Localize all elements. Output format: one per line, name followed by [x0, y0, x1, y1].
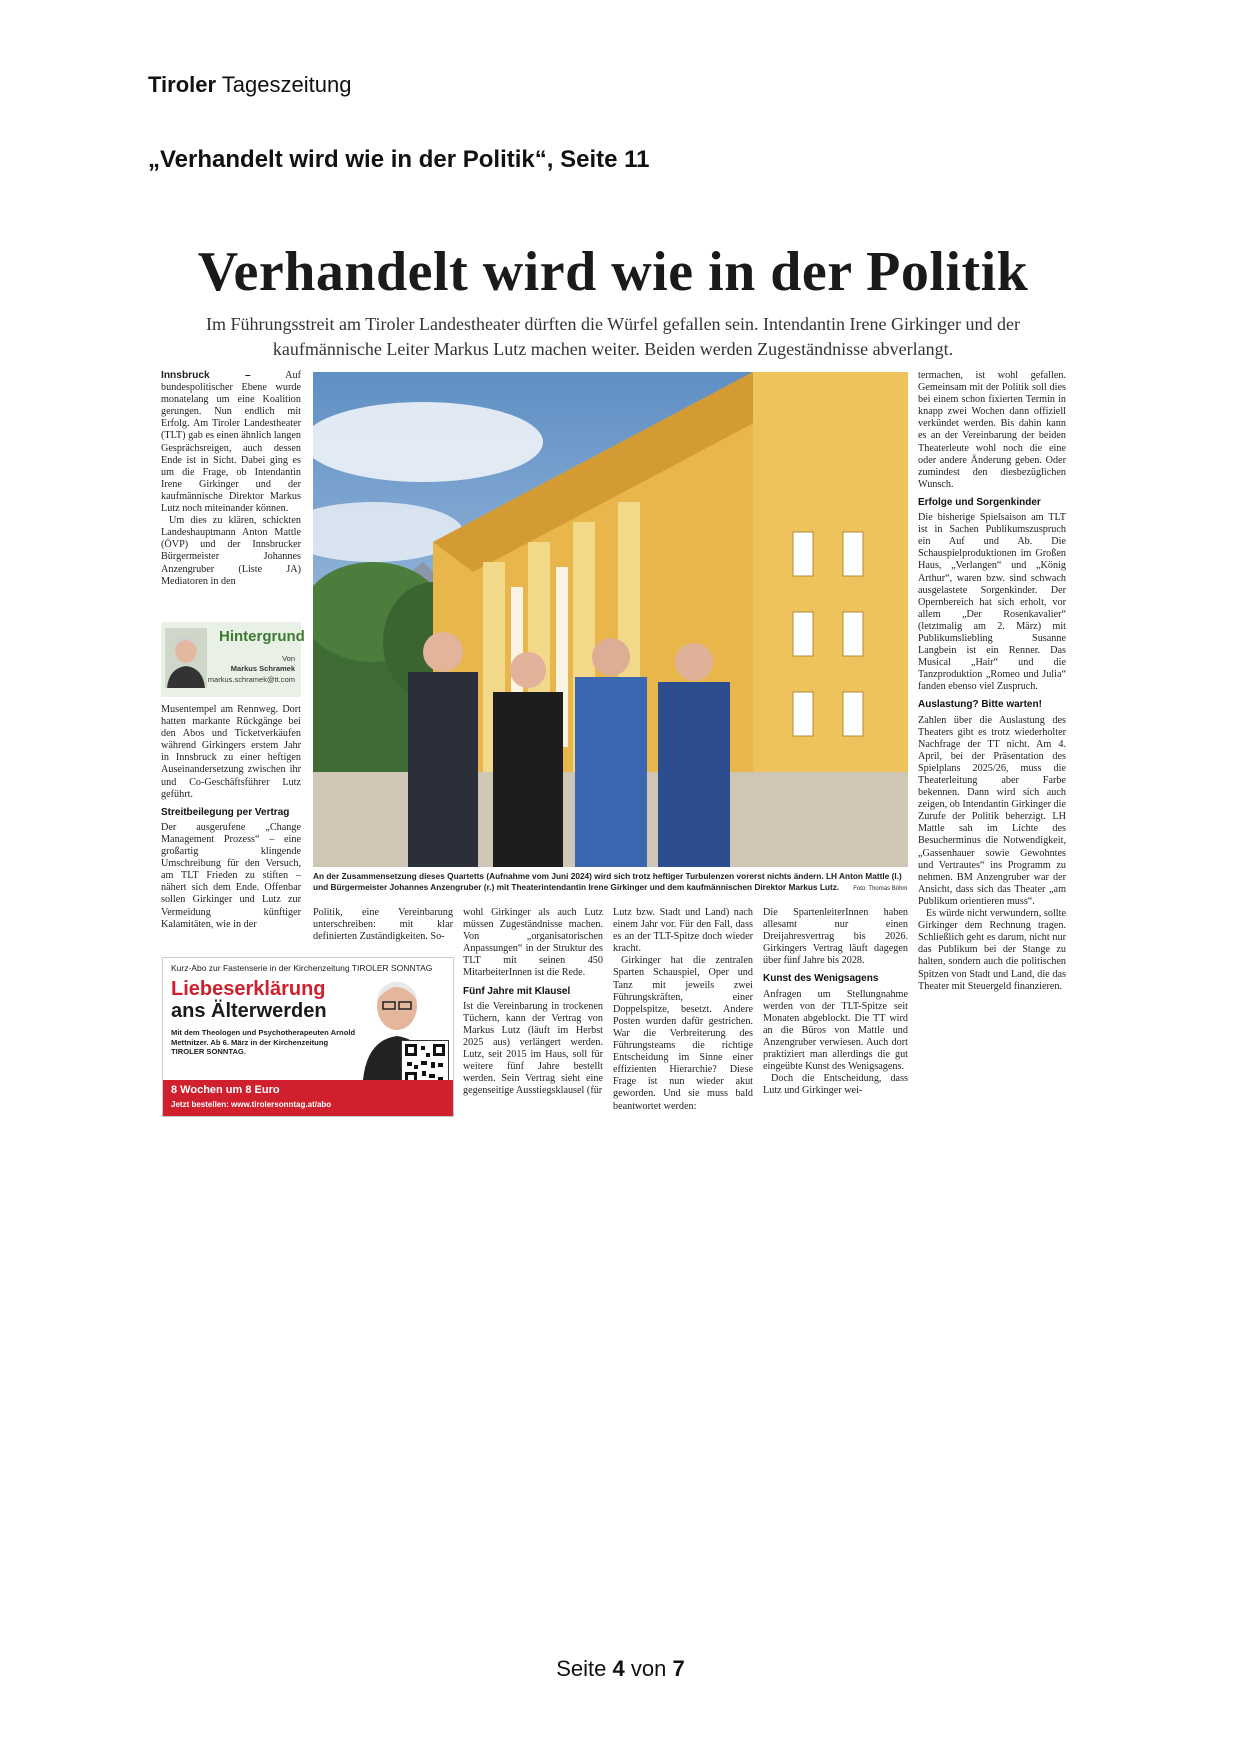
article-lead: Im Führungsstreit am Tiroler Landestheater dürften die Würfel gefallen sein. Intendantin Irene Girkinger und der kaufmännische Leiter Markus Lutz machen weiter. Beiden werden Zugeständnisse abverlangt.: [206, 314, 1020, 359]
ad-order-band[interactable]: [163, 1080, 453, 1116]
ad-headline-2: ans Älterwerden: [171, 1000, 327, 1022]
publication-name: Tiroler Tageszeitung: [148, 72, 352, 97]
subscription-ad[interactable]: [162, 957, 454, 1117]
ad-headline-1: Liebeserklärung: [171, 978, 326, 1000]
article-column-4: Lutz bzw. Stadt und Land) nach einem Jahr vor. Für den Fall, dass es an der TLT-Spitze doch wieder kracht. Girkinger hat die zentralen Sparten Schauspiel, Oper und Tanz mit jeweils zwei Führungskräften, einer Doppelspitze, besetzt. Andere Posten wurden dafür gestrichen. War die Verbreiterung des Führungsteams die richtige Entscheidung im Sinne einer effizienten Hierarchie? Diese Frage ist nun wieder akut geworden. Und sie muss bald beantwortet werden:: [613, 907, 753, 1112]
background-email: markus.schramek@tt.com: [207, 675, 295, 684]
background-author: Markus Schramek: [230, 664, 295, 673]
subheading-erfolge: Erfolge und Sorgenkinder: [918, 496, 1041, 508]
article-column-1: Innsbruck – Auf bundespolitischer Ebene wurde monatelang um eine Koalition gerungen. Nun endlich mit Erfolg. Am Tiroler Landestheater (TLT) gab es einen ähnlich langen Gesprächsreigen, auch dessen Ende ist in Sicht. Dabei ging es um die Frage, ob Intendantin Irene Girkinger und der kaufmännische Direktor Markus Lutz noch miteinander können. Um dies zu klären, schickten Landeshauptmann Anton Mattle (ÖVP) und der Innsbrucker Bürgermeister Johannes Anzengruber (Liste JA) Mediatoren in den: [161, 370, 301, 587]
subheading-streitbeilegung: Streitbeilegung per Vertrag: [161, 806, 290, 818]
author-portrait: [165, 628, 207, 688]
background-title: Hintergrund: [219, 628, 305, 645]
article-photo: [313, 372, 908, 867]
theater-photo-illustration: [313, 372, 908, 867]
article-column-1b: Musentempel am Rennweg. Dort hatten markante Rückgänge bei den Abos und Ticketverkäufen während Girkingers erstem Jahr in Innsbruck zu einer heftigen Auseinandersetzung zwischen ihr und Co-Geschäftsführer Lutz geführt. Streitbeilegung per Vertrag Der ausgerufene „Change Management Prozess“ – eine großartig klingende Umschreibung für den Versuch, am TLT Frieden zu stiften – nähert sich dem Ende. Offenbar sollen Girkinger und Lutz zur Vermeidung künftiger Kalamitäten, wie in der: [161, 704, 301, 930]
page-footer: Seite 4 von 7: [556, 1656, 685, 1681]
article-headline: Verhandelt wird wie in der Politik: [197, 241, 1029, 303]
ad-top-line: Kurz-Abo zur Fastenserie in der Kirchenzeitung TIROLER SONNTAG: [171, 963, 433, 973]
photo-credit: Foto: Thomas Böhm: [853, 886, 908, 892]
subheading-auslastung: Auslastung? Bitte warten!: [918, 699, 1042, 711]
subheading-fuenf-jahre: Fünf Jahre mit Klausel: [463, 985, 571, 997]
article-column-5: Die SpartenleiterInnen haben allesamt nur einen Dreijahresvertrag bis 2026. Girkingers Vertrag läuft dagegen über fünf Jahre bis 2028. Kunst des Wenigsagens Anfragen um Stellungnahme werden von der TLT-Spitze seit Monaten abgeblockt. Die TT wird an die Büros von Mattle und Anzengruber verwiesen. Auch dort praktiziert man allerdings die gut eingeübte Kunst des Wenigsagens. Doch die Entscheidung, dass Lutz und Girkinger wei-: [763, 907, 908, 1097]
photo-caption: An der Zusammensetzung dieses Quartetts (Aufnahme vom Juni 2024) wird sich trotz heftiger Turbulenzen vorerst nichts ändern. LH Anton Mattle (l.) und Bürgermeister Johannes Anzengruber (r.) mit Theaterintendantin Irene Girkinger und dem kaufmännischen Direktor Markus Lutz. Foto: Thomas Böhm: [313, 871, 908, 892]
background-by: Von: [282, 654, 295, 663]
subheading-wenigsagen: Kunst des Wenigsagens: [763, 973, 879, 985]
ad-price: 8 Wochen um 8 Euro: [171, 1084, 280, 1096]
ad-order-link[interactable]: Jetzt bestellen: www.tirolersonntag.at/abo: [171, 1100, 332, 1109]
article-column-2: Politik, eine Vereinbarung unterschreiben: mit klar definierten Zuständigkeiten. So-: [313, 907, 453, 943]
article-reference-title: „Verhandelt wird wie in der Politik“, Seite 11: [148, 146, 650, 173]
background-author-box: [161, 622, 305, 697]
article-column-3: wohl Girkinger als auch Lutz müssen Zugeständnisse machen. Von „organisatorischen Anpassungen“ in der Struktur des TLT mit seinen 450 MitarbeiterInnen ist die Rede. Fünf Jahre mit Klausel Ist die Vereinbarung in trockenen Tüchern, kann der Vertrag von Markus Lutz (läuft im Herbst 2025 aus) verlängert werden. Lutz, seit 2015 im Haus, soll für weitere fünf Jahre bestellt werden. Sein Vertrag sieht eine gegenseitige Ausstiegsklausel (für: [463, 907, 603, 1097]
ad-text: Mit dem Theologen und Psychotherapeuten Arnold Mettnitzer. Ab 6. März in der Kirchenzeitung TIROLER SONNTAG.: [171, 1028, 356, 1056]
article-column-6: termachen, ist wohl gefallen. Gemeinsam mit der Politik soll dies bei einem schon fixierten Termin in knapp zwei Wochen dann offiziell verkündet werden. Bis dahin kann es an der Vereinbarung der beiden Theaterleute wohl noch die eine oder andere Änderung geben. Oder zumindest den diesbezüglichen Wunsch. Erfolge und Sorgenkinder Die bisherige Spielsaison am TLT ist in Sachen Publikumszuspruch ein Auf und Ab. Die Schauspielproduktionen im Großen Haus, „Verlangen“ und „König Arthur“, waren bzw. sind schwach ausgelastete Sorgenkinder. Der Opernbereich hat sich erholt, vor allem „Der Rosenkavalier“ (letztmalig am 2. März) mit Publikumsliebling Susanne Langbein ist ein Renner. Das Musical „Hair“ und die Tanzproduktion „Romeo und Julia“ fanden ebenso viel Zuspruch. Auslastung? Bitte warten! Zahlen über die Auslastung des Theaters gibt es trotz wiederholter Nachfrage der TT nicht. Am 4. April, bei der Präsentation des Spielplans 2025/26, muss die Theaterleitung aber Farbe bekennen. Dann wird sich auch zeigen, ob Intendantin Girkinger die Zurufe der Politik beherzigt. LH Mattle sah im Lichte des Besucherminus die Notwendigkeit, „Gassenhauer sowie Gewohntes und Vertrautes“ ins Programm zu nehmen. BM Anzengruber war der Ansicht, dass sich das Theater „am Publikum orientieren muss“. Es würde nicht verwundern, sollte Girkinger dem Rechnung tragen. Schließlich geht es darum, nicht nur das Publikum bei der Stange zu halten, sondern auch die politischen Spitzen von Stadt und Land, die das Theater mit Steuergeld finanzieren.: [918, 370, 1066, 992]
newspaper-clipping: [160, 230, 1066, 1120]
